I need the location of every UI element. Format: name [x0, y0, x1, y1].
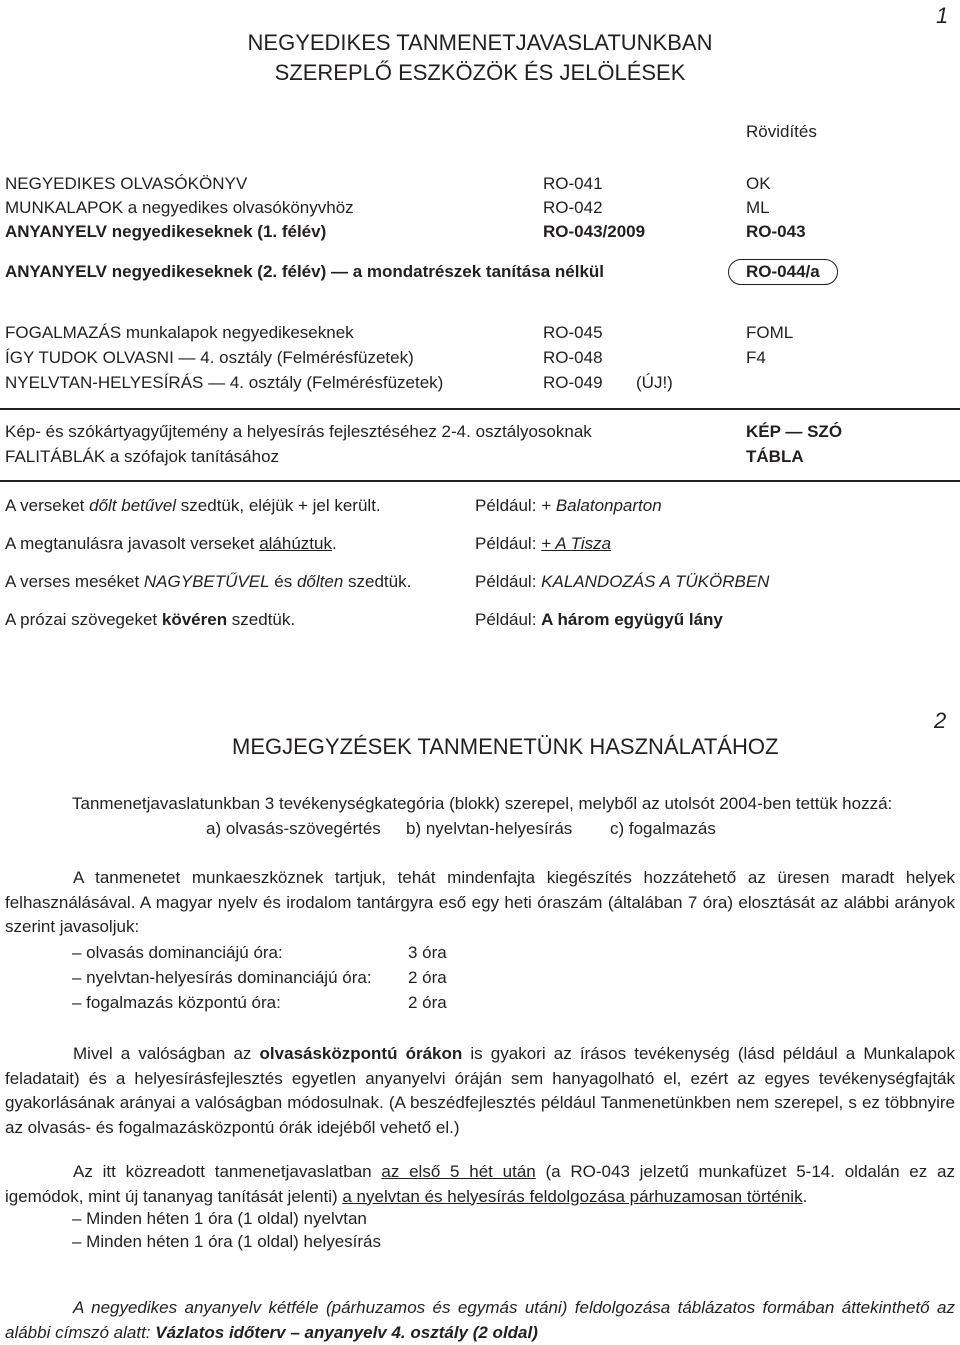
item-name: MUNKALAPOK a negyedikes olvasókönyvhöz: [5, 198, 354, 217]
para-text: Az itt közreadott tanmenetjavaslatban: [73, 1162, 382, 1181]
extra-item-abbr: TÁBLA: [746, 447, 804, 466]
item-name: ANYANYELV negyedikeseknek (2. félév) — a mondatrészek tanítása nélkül: [5, 262, 605, 281]
divider: [0, 408, 960, 410]
paragraph: [5, 1042, 955, 1140]
legend-pre: A megtanulásra javasolt verseket: [5, 534, 260, 553]
item-abbr: FOML: [746, 323, 794, 342]
item-abbr: RO-044/a: [746, 262, 820, 281]
legend-styled: kövéren: [161, 610, 228, 629]
legend-mid: és: [269, 572, 297, 591]
legend-text: [5, 496, 381, 516]
item-abbr: ML: [746, 198, 770, 217]
legend-example: [475, 496, 662, 516]
item-abbr: RO-043: [746, 222, 806, 241]
item-name: ANYANYELV negyedikeseknek (1. félév): [5, 222, 327, 241]
section-title: MEGJEGYZÉSEK TANMENETÜNK HASZNÁLATÁHOZ: [232, 734, 779, 759]
hours-label: – nyelvtan-helyesírás dominanciájú óra:: [72, 968, 372, 987]
item-code: RO-042: [543, 198, 603, 217]
item-code: RO-043/2009: [543, 222, 646, 241]
item-name: NEGYEDIKES OLVASÓKÖNYV: [5, 174, 248, 193]
legend-post: szedtük.: [343, 572, 412, 591]
hours-value: 2 óra: [408, 993, 447, 1012]
abbrev-header: Rövidítés: [746, 122, 817, 141]
example-value: + Balatonparton: [541, 496, 662, 515]
legend-pre: A verseket: [5, 496, 90, 515]
category-item: b) nyelvtan-helyesírás: [406, 819, 573, 838]
page-number: 1: [936, 3, 949, 28]
hours-value: 3 óra: [408, 943, 447, 962]
extra-item-name: Kép- és szókártyagyűjtemény a helyesírás fejlesztéséhez 2-4. osztályosoknak: [5, 422, 592, 441]
item-code: RO-045: [543, 323, 603, 342]
divider: [0, 480, 960, 482]
extra-item-abbr: KÉP — SZÓ: [746, 422, 843, 441]
category-item: c) fogalmazás: [610, 819, 716, 838]
legend-post: szedtük.: [227, 610, 296, 629]
example-prefix: Például:: [475, 496, 542, 515]
legend-example: [475, 534, 611, 554]
legend-styled: NAGYBETŰVEL: [143, 572, 270, 591]
para-bold: olvasásközpontú órákon: [259, 1044, 463, 1063]
para-text: .: [802, 1186, 808, 1206]
example-value: A három együgyű lány: [541, 610, 723, 629]
legend-post: .: [331, 534, 337, 553]
para-text: A negyedikes anyanyelv kétféle (párhuzamos és egymás utáni) feldolgozása táblázatos formában áttekinthető az alábbi címszó alatt:: [5, 1298, 955, 1342]
legend-styled: dőlt betűvel: [89, 496, 177, 515]
para-underline: a nyelvtan és helyesírás feldolgozása párhuzamosan történik: [342, 1186, 803, 1206]
para-text: is gyakori az írásos tevékenység (lásd például a Munkalapok feladatait) és a helyesírásfejlesztés egyetlen anyanyelvi óráján sem hanyagolható el, ezért az egyes tevékenységfajták gyakorlásának arányai a valóságban módosulnak. (A beszédfejlesztés például Tanmenetünkben nem szerepel, s ez többnyire az olvasás- és fogalmazásközpontú órák idejéből vehető el.): [5, 1044, 955, 1137]
item-code: RO-048: [543, 348, 603, 367]
item-abbr: OK: [746, 174, 771, 193]
legend-example: [475, 610, 723, 630]
item-abbr: F4: [746, 348, 766, 367]
item-name: FOGALMAZÁS munkalapok negyedikeseknek: [5, 323, 354, 342]
item-name: ÍGY TUDOK OLVASNI — 4. osztály (Felmérésfüzetek): [5, 348, 414, 367]
page-title-line2: SZEREPLŐ ESZKÖZÖK ÉS JELÖLÉSEK: [274, 60, 686, 85]
weekly-item: – Minden héten 1 óra (1 oldal) nyelvtan: [72, 1209, 367, 1228]
paragraph: A tanmenetet munkaeszköznek tartjuk, tehát mindenfajta kiegészítés hozzátehető az üresen maradt helyek felhasználásával. A magyar nyelv és irodalom tantárgyra eső egy heti óraszám (általában 7 óra) elosztását az alábbi arányok szerint javasoljuk:: [5, 868, 955, 936]
example-prefix: Például:: [475, 572, 542, 591]
hours-label: – fogalmazás központú óra:: [72, 993, 281, 1012]
legend-pre: A verses meséket: [5, 572, 144, 591]
new-label: (ÚJ!): [636, 373, 673, 392]
legend-example: [475, 572, 769, 592]
para-bold: Vázlatos időterv – anyanyelv 4. osztály (2 oldal): [155, 1322, 538, 1342]
item-code: RO-041: [543, 174, 603, 193]
legend-text: [5, 534, 337, 554]
para-underline: az első 5 hét után: [381, 1162, 536, 1181]
item-name: NYELVTAN-HELYESÍRÁS — 4. osztály (Felmérésfüzetek): [5, 373, 444, 392]
weekly-item: – Minden héten 1 óra (1 oldal) helyesírás: [72, 1232, 382, 1251]
legend-text: [5, 610, 295, 630]
page-title-line1: NEGYEDIKES TANMENETJAVASLATUNKBAN: [247, 30, 713, 55]
example-prefix: Például:: [475, 534, 542, 553]
legend-styled2: dőlten: [296, 572, 344, 591]
example-value: KALANDOZÁS A TÜKÖRBEN: [541, 572, 770, 591]
legend-styled: aláhúztuk: [259, 534, 332, 553]
paragraph-final: [5, 1296, 955, 1345]
example-value: + A Tisza: [541, 534, 612, 553]
example-prefix: Például:: [475, 610, 542, 629]
item-code: RO-049: [543, 373, 603, 392]
para-text: Mivel a valóságban az: [73, 1044, 260, 1063]
para-text: (a RO-043 jelzetű munkafüzet 5-14. oldalán ez az igemódok, mint új tananyag tanítását jelenti): [5, 1162, 955, 1206]
category-item: a) olvasás-szövegértés: [206, 819, 381, 838]
legend-pre: A prózai szövegeket: [5, 610, 162, 629]
legend-post: szedtük, eléjük + jel került.: [176, 496, 381, 515]
hours-label: – olvasás dominanciájú óra:: [72, 943, 283, 962]
legend-text: [5, 572, 411, 592]
hours-value: 2 óra: [408, 968, 447, 987]
extra-item-name: FALITÁBLÁK a szófajok tanításához: [5, 447, 280, 466]
intro-line: Tanmenetjavaslatunkban 3 tevékenységkategória (blokk) szerepel, melyből az utolsót 2004-ben tettük hozzá:: [72, 794, 893, 813]
paragraph: [5, 1160, 955, 1209]
page-number: 2: [934, 708, 947, 733]
